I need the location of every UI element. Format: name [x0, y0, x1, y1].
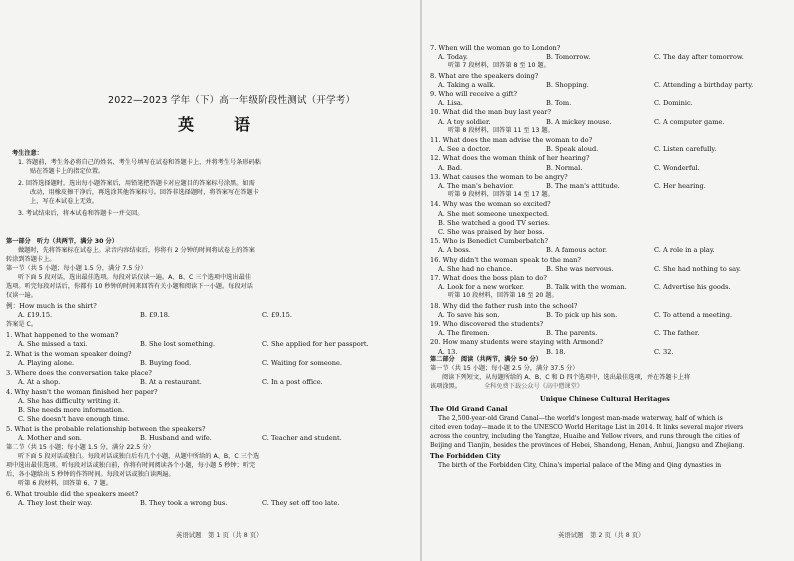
option: A. Today. [438, 53, 468, 62]
option: C. Advertise his goods. [654, 283, 731, 292]
option: C. A computer game. [654, 117, 725, 126]
passage-line: Beijing and Tianjin, besides the provinces of Hebei, Shandong, Henan, Anhui, Jiangsu and Zhejiang. [430, 442, 745, 449]
notice-line: 1. 答题前，考生务必将自己的姓名、考生号填写在试卷和答题卡上，并将考生号条形码粘 [18, 159, 261, 166]
section2-intro: 项中选出最佳选项。听每段对话或独白前，你将有时间阅读各个小题，每小题 5 秒钟；听完 [6, 462, 256, 469]
option: B. Talk with the woman. [546, 283, 627, 292]
option: C. The father. [654, 329, 700, 338]
option: B. She needs more information. [18, 406, 125, 414]
question: 14. Why was the woman so excited? [430, 200, 551, 209]
notice-line: 改动，用橡皮擦干净后，再选涂其他答案标号。回答非选择题时，将答案写在答题卡 [30, 189, 259, 196]
option: A. Bad. [438, 163, 463, 172]
section1-intro: 听下面 5 段对话，选出最佳选项。每段对话仅读一遍。A、B、C 三个选项中选出最佳 [18, 274, 252, 281]
option: A. Lisa. [438, 99, 463, 108]
question: 3. Where does the conversation take place? [6, 369, 152, 377]
section1-intro: 选项。听完每段对话后，你都有 10 秒钟的时间来回答有关小题和阅读下一小题。每段对话 [6, 283, 253, 290]
question: 12. What does the woman think of her hearing? [430, 154, 590, 163]
question: 4. Why hasn't the woman finished her paper? [6, 388, 158, 396]
option: A. The firemen. [438, 329, 490, 338]
passage-line: cited even today—made it to the UNESCO World Heritage List in 2014. It links several major rivers [430, 424, 744, 431]
option: B. Speak aloud. [546, 145, 599, 154]
passage-title: Unique Chinese Cultural Heritages [540, 395, 670, 403]
option: A. They lost their way. [18, 499, 93, 507]
option: C. To attend a meeting. [654, 310, 733, 319]
option: B. They took a wrong bus. [140, 499, 228, 507]
option: A. Mother and son. [18, 434, 82, 442]
passage-line: The 2,500-year-old Grand Canal—the world's longest man-made waterway, half of which is [438, 415, 723, 422]
option: A. She has difficulty writing it. [18, 397, 121, 405]
option: C. She was praised by her boss. [438, 228, 545, 236]
option: A. Taking a walk. [438, 80, 496, 89]
option: B. £9.18. [140, 311, 171, 319]
option: C. They set off too late. [262, 499, 340, 507]
option: B. She lost something. [140, 340, 216, 348]
option: C. In a post office. [262, 378, 323, 386]
option: C. She doesn't have enough time. [18, 415, 130, 423]
option: B. Husband and wife. [140, 434, 212, 442]
option: A. See a doctor. [438, 145, 491, 154]
option: C. £9.15. [262, 311, 292, 319]
listening-note: 听第 8 段材料，回答第 11 至 13 题。 [448, 126, 554, 134]
question: 6. What trouble did the speakers meet? [6, 490, 139, 498]
passage-line: The birth of the Forbidden City, China's imperial palace of the Ming and Qing dynasties in [438, 462, 722, 469]
option: C. Listen carefully. [654, 145, 717, 154]
section2-heading: 第二节（共 15 小题；每小题 1.5 分，满分 22.5 分） [6, 444, 155, 451]
option: C. She applied for her passport. [262, 340, 369, 348]
question: 19. Who discovered the students? [430, 320, 544, 328]
question: 8. What are the speakers doing? [430, 71, 539, 80]
question: 1. What happened to the woman? [6, 331, 119, 339]
question: 17. What does the boss plan to do? [430, 274, 547, 282]
listening-note: 听第 10 段材料，回答第 18 至 20 题。 [448, 292, 558, 300]
question: 15. Who is Benedict Cumberbatch? [430, 237, 549, 246]
option: C. She had nothing to say. [654, 264, 742, 273]
part2-intro: 该项涂黑。 [430, 383, 461, 390]
option: B. She watched a good TV series. [438, 218, 550, 227]
option: C. 32. [654, 347, 674, 356]
question: 2. What is the woman speaker doing? [6, 350, 132, 358]
notice-line: 贴在答题卡上的指定位置。 [30, 168, 105, 175]
option: C. A role in a play. [654, 246, 715, 255]
option: C. The day after tomorrow. [654, 53, 744, 62]
option: A. She met someone unexpected. [438, 209, 550, 218]
option: B. Tomorrow. [546, 53, 591, 62]
option: B. A famous actor. [546, 246, 607, 255]
listening-note: 听第 9 段材料，回答第 14 至 17 题。 [448, 191, 554, 199]
option: C. Waiting for someone. [262, 359, 342, 367]
question: 9. Who will receive a gift? [430, 90, 518, 98]
option: B. The parents. [546, 329, 598, 338]
listening-note: 听第 6 段材料，回答第 6、7 题。 [18, 480, 112, 487]
section2-intro: 后，各小题给出 5 秒钟的作答时间。每段对话或独白读两遍。 [6, 471, 175, 478]
passage-subheading: The Old Grand Canal [430, 405, 508, 413]
notice-line: 2. 回答选择题时，选出每小题答案后，用铅笔把答题卡对应题目的答案标号涂黑。如需 [18, 180, 255, 187]
example-answer: 答案是 C。 [6, 321, 38, 328]
option: C. Wonderful. [654, 163, 700, 172]
option: C. Dominic. [654, 99, 693, 108]
option: A. The man's behavior. [438, 182, 514, 190]
part2-intro: 阅读下列短文，从每题所给的 A、B、C 和 D 四个选项中，选出最佳选项，并在答题卡上将 [442, 374, 691, 381]
option: B. Tom. [546, 99, 572, 108]
option: A. She had no chance. [438, 264, 513, 273]
passage-subheading: The Forbidden City [430, 452, 501, 460]
option: A. Playing alone. [18, 359, 75, 367]
subject-title: 英 语 [178, 115, 263, 134]
question: 18. Why did the father rush into the school? [430, 301, 578, 310]
question: 10. What did the man buy last year? [430, 108, 552, 117]
section2-intro: 听下面 5 段对话或独白。每段对话或独白后有几个小题，从题中所给的 A、B、C 三个选 [18, 453, 260, 460]
part1-heading: 第一部分 听力（共两节，满分 30 分） [6, 238, 118, 245]
question: 13. What causes the woman to be angry? [430, 172, 568, 181]
option: B. Buying food. [140, 359, 192, 367]
example-question: 例：How much is the shirt? [6, 302, 97, 310]
option: A. A toy soldier. [438, 117, 491, 126]
option: A. £19.15. [18, 311, 53, 319]
part1-intro: 转涂到答题卡上。 [6, 256, 56, 263]
question: 11. What does the man advise the woman to do? [430, 136, 593, 144]
option: A. To save his son. [438, 310, 500, 319]
page-2 [422, 0, 794, 561]
question: 16. Why didn't the woman speak to the man? [430, 255, 581, 264]
option: B. To pick up his son. [546, 310, 618, 319]
part2-heading: 第二部分 阅读（共两节，满分 50 分） [430, 356, 542, 363]
notice-heading: 考生注意： [12, 150, 43, 157]
question: 5. What is the probable relationship between the speakers? [6, 425, 206, 433]
passage-line: across the country, including the Yangtze, Huaihe and Yellow rivers, and runs through the cities of [430, 433, 740, 440]
option: A. She missed a taxi. [18, 340, 88, 348]
notice-line: 3. 考试结束后，将本试卷和答题卡一并交回。 [18, 210, 144, 217]
page-footer: 英语试题 第 2 页（共 8 页） [558, 531, 645, 539]
question: 7. When will the woman go to London? [430, 44, 561, 52]
option: C. Her hearing. [654, 182, 706, 190]
option: B. The man's attitude. [546, 182, 620, 190]
part2-section1: 第一节（共 15 小题；每小题 2.5 分，满分 37.5 分） [430, 365, 579, 372]
question: 20. How many students were staying with Armond? [430, 338, 604, 347]
option: A. 13. [438, 347, 458, 356]
exam-title: 2022—2023 学年（下）高一年级阶段性测试（开学考） [108, 95, 356, 106]
option: A. A boss. [438, 246, 471, 255]
watermark-note: 全科免费下载公众号《高中僧课堂》 [484, 383, 583, 390]
option: B. A mickey mouse. [546, 117, 612, 126]
section1-heading: 第一节（共 5 小题；每小题 1.5 分，满分 7.5 分） [6, 265, 147, 272]
option: B. She was nervous. [546, 264, 614, 273]
notice-line: 上，写在本试卷上无效。 [30, 198, 99, 205]
option: B. Shopping. [546, 80, 589, 89]
option: C. Attending a birthday party. [654, 80, 754, 89]
page-footer: 英语试题 第 1 页（共 8 页） [176, 531, 263, 539]
option: A. At a shop. [18, 378, 61, 386]
listening-note: 听第 7 段材料，回答第 8 至 10 题。 [448, 62, 550, 70]
part1-intro: 做题时，先将答案标在试卷上。录音内容结束后，你将有 2 分钟的时间将试卷上的答案 [18, 247, 255, 254]
section1-intro: 仅读一遍。 [6, 292, 37, 299]
option: B. 18. [546, 347, 566, 356]
option: C. Teacher and student. [262, 434, 342, 442]
option: A. Look for a new worker. [438, 283, 525, 292]
option: B. At a restaurant. [140, 378, 202, 386]
option: B. Normal. [546, 163, 583, 172]
